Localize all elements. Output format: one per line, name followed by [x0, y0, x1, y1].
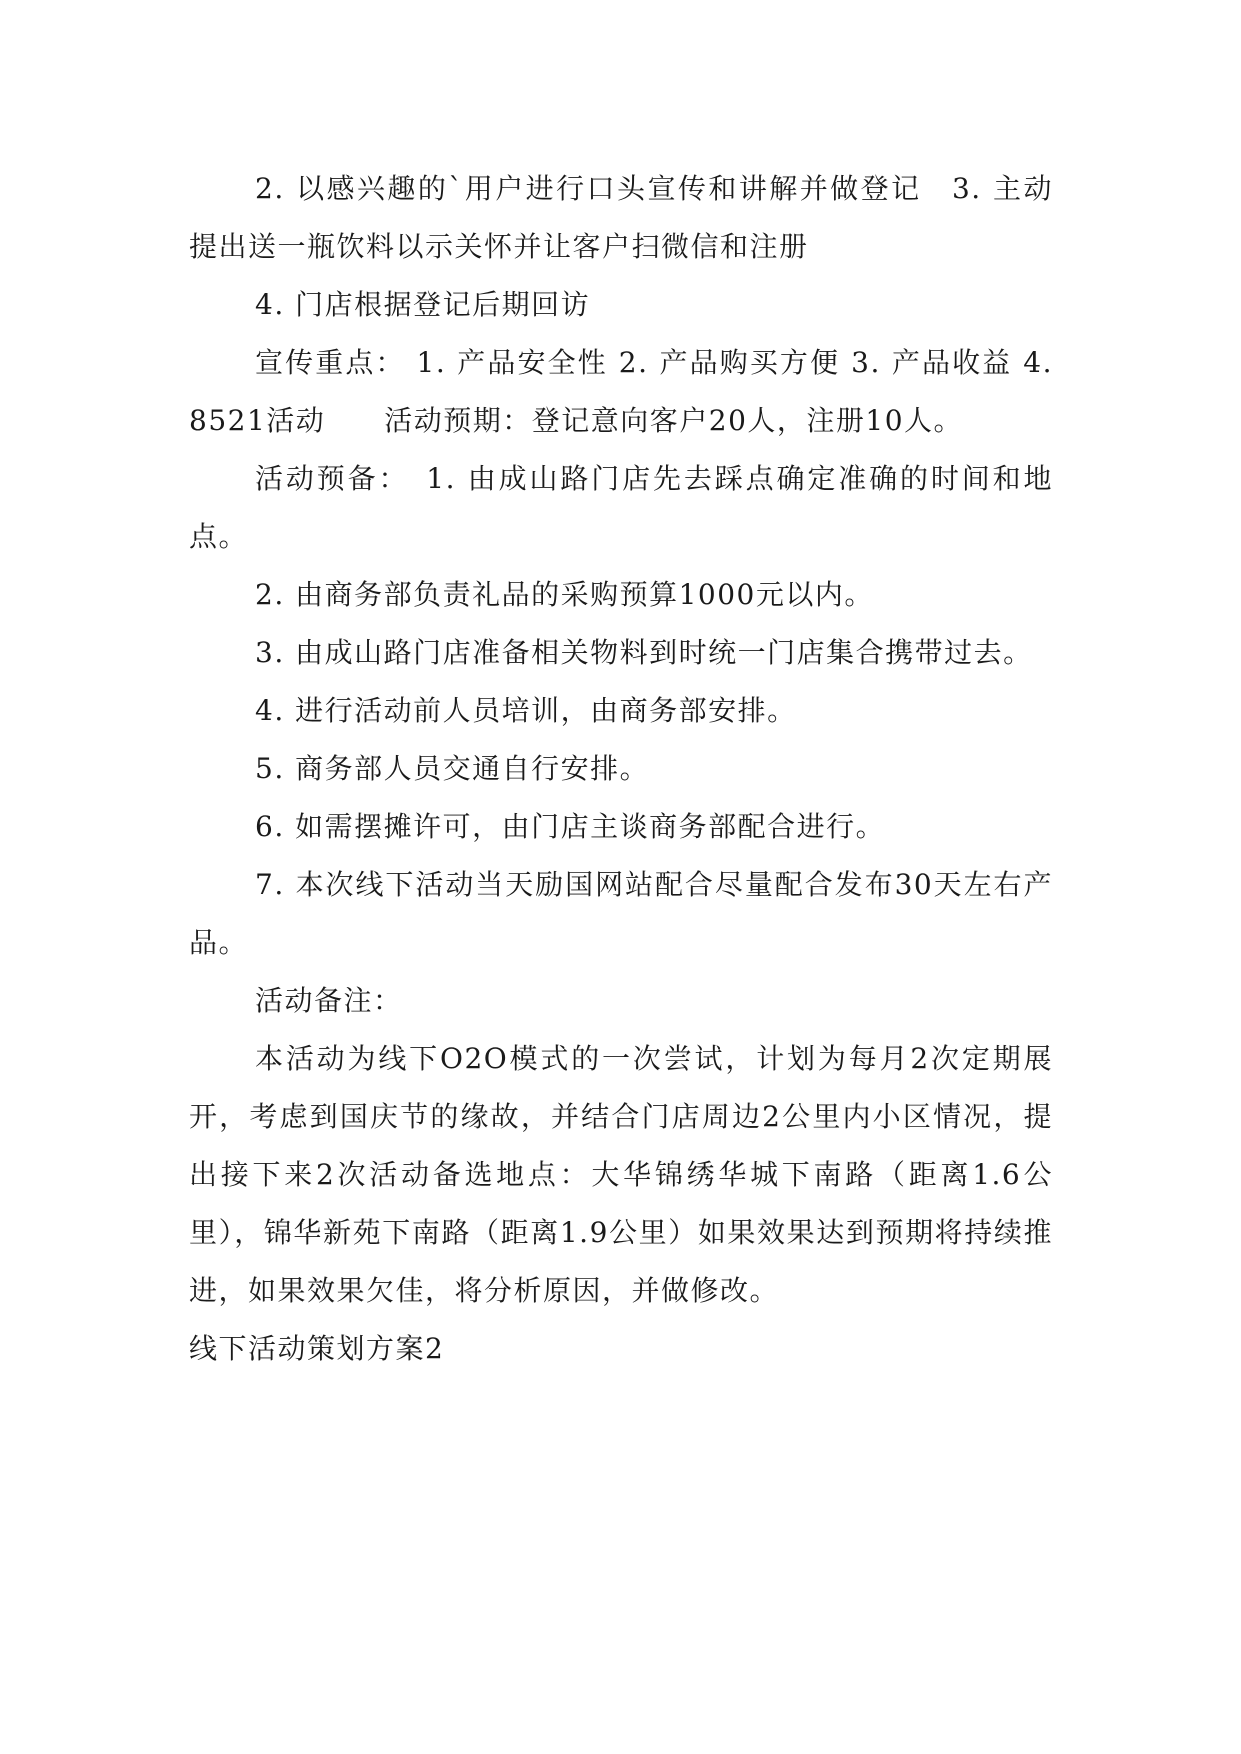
paragraph-registration: 2. 以感兴趣的`用户进行口头宣传和讲解并做登记 3. 主动提出送一瓶饮料以示关怀并让客户扫微信和注册: [189, 172, 1053, 263]
paragraph-preparation-3: 3. 由成山路门店准备相关物料到时统一门店集合携带过去。: [255, 636, 1033, 669]
paragraph-preparation-1: 活动预备： 1. 由成山路门店先去踩点确定准确的时间和地点。: [189, 462, 1053, 553]
paragraph-notes-body: 本活动为线下O2O模式的一次尝试，计划为每月2次定期展开，考虑到国庆节的缘故，并结合门店周边2公里内小区情况，提出接下来2次活动备选地点：大华锦绣华城下南路（距离1.6公里），锦华新苑下南路（距离1.9公里）如果效果达到预期将持续推进，如果效果欠佳，将分析原因，并做修改。: [189, 1042, 1053, 1307]
paragraph-preparation-7: 7. 本次线下活动当天励国网站配合尽量配合发布30天左右产品。: [189, 868, 1053, 959]
paragraph-preparation-2: 2. 由商务部负责礼品的采购预算1000元以内。: [255, 578, 874, 611]
paragraph-preparation-6: 6. 如需摆摊许可，由门店主谈商务部配合进行。: [255, 810, 886, 843]
paragraph-followup: 4. 门店根据登记后期回访: [255, 288, 591, 321]
document-body: [189, 160, 1053, 1378]
paragraph-notes-heading: 活动备注：: [255, 984, 403, 1017]
paragraph-preparation-4: 4. 进行活动前人员培训，由商务部安排。: [255, 694, 797, 727]
paragraph-promotion-focus: 宣传重点： 1. 产品安全性 2. 产品购买方便 3. 产品收益 4. 8521活动 活动预期：登记意向客户20人，注册10人。: [189, 346, 1053, 437]
section-heading: 线下活动策划方案2: [189, 1332, 445, 1365]
paragraph-preparation-5: 5. 商务部人员交通自行安排。: [255, 752, 650, 785]
